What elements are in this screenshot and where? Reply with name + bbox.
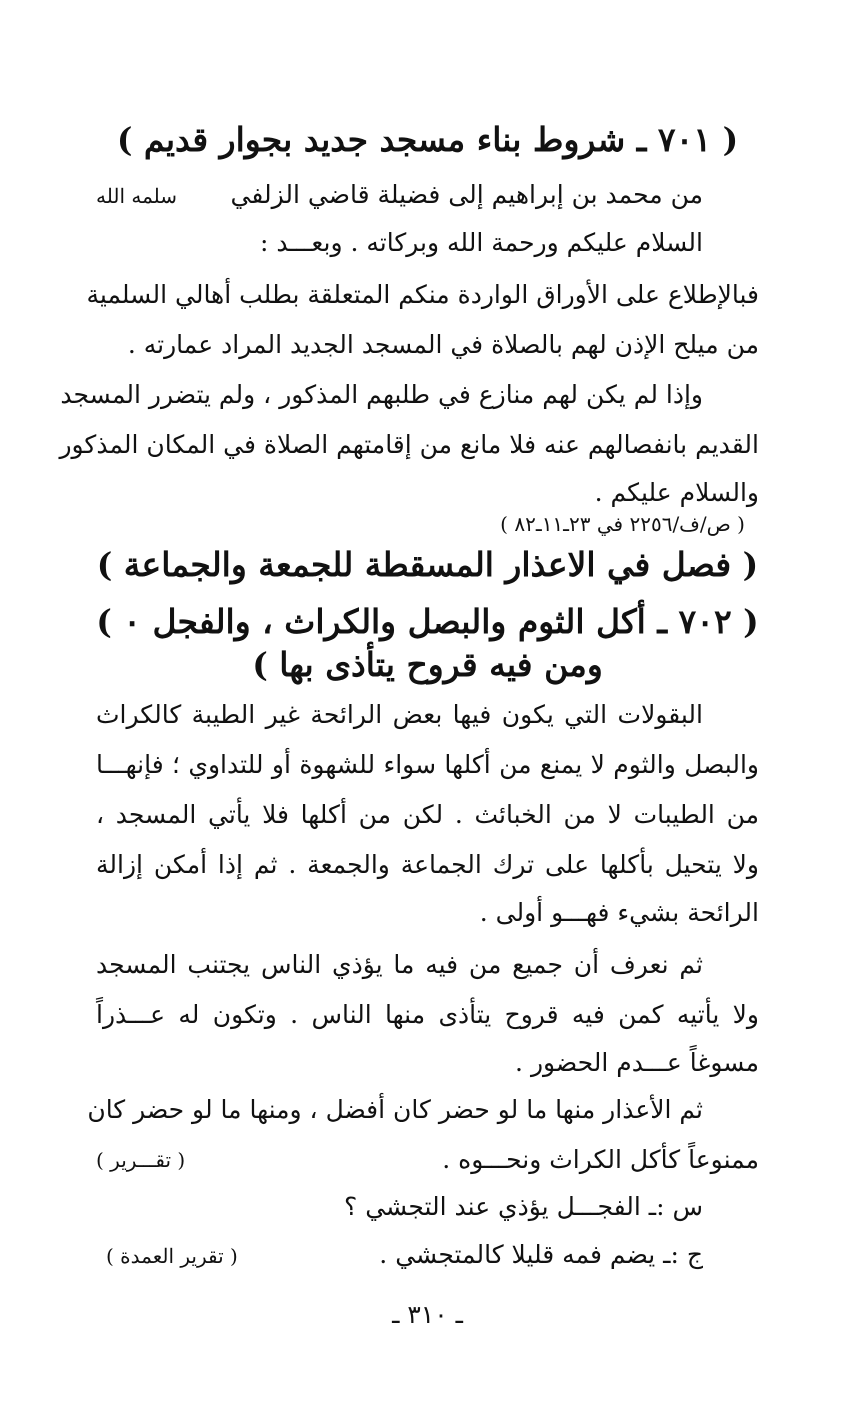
question-line: س :ـ الفجـــل يؤذي عند التجشي ؟ (343, 1192, 703, 1221)
para3-source: ( تقـــرير ) (96, 1148, 186, 1172)
letter-reference: ( ص/ف/٢٢٥٦ في ٢٣ـ١١ـ٨٢ ) (500, 512, 745, 536)
answer-line: ج :ـ يضم فمه قليلا كالمتجشي . (379, 1240, 703, 1269)
para1-line-1: البقولات التي يكون فيها بعض الرائحة غير الطيبة كالكراث (96, 700, 703, 729)
fatwa-702-heading-line-2: ومن فيه قروح يتأذى بها ) (252, 645, 603, 684)
para3-line-1: ثم الأعذار منها ما لو حضر كان أفضل ، ومنها ما لو حضر كان (87, 1095, 703, 1124)
letter-from-line: من محمد بن إبراهيم إلى فضيلة قاضي الزلفي (230, 180, 703, 209)
para1-line-5: الرائحة بشيء فهـــو أولى . (479, 898, 759, 927)
para2-line-1: ثم نعرف أن جميع من فيه ما يؤذي الناس يجتنب المسجد (96, 950, 703, 979)
para3-line-2: ممنوعاً كأكل الكراث ونحـــوه . (442, 1145, 759, 1174)
fatwa-701-heading: ( ٧٠١ ـ شروط بناء مسجد جديد بجوار قديم ) (116, 120, 739, 159)
letter-body-line-4: القديم بانفصالهم عنه فلا مانع من إقامتهم الصلاة في المكان المذكور (59, 430, 759, 459)
para1-line-4: ولا يتحيل بأكلها على ترك الجماعة والجمعة . ثم إذا أمكن إزالة (96, 850, 759, 879)
para2-line-2: ولا يأتيه كمن فيه قروح يتأذى منها الناس . وتكون له عـــذراً (96, 1000, 759, 1029)
letter-greeting: السلام عليكم ورحمة الله وبركاته . وبعـــد : (259, 228, 703, 257)
para2-line-3: مسوغاً عـــدم الحضور . (515, 1048, 759, 1077)
letter-body-line-5: والسلام عليكم . (594, 478, 759, 507)
letter-salutation: سلمه الله (96, 184, 178, 208)
para1-line-2: والبصل والثوم لا يمنع من أكلها سواء للشهوة أو للتداوي ؛ فإنهـــا (96, 750, 759, 779)
letter-body-line-2: من ميلح الإذن لهم بالصلاة في المسجد الجديد المراد عمارته . (127, 330, 759, 359)
page-number: ـ ٣١٠ ـ (392, 1300, 463, 1329)
letter-body-line-3: وإذا لم يكن لهم منازع في طلبهم المذكور ، ولم يتضرر المسجد (60, 380, 703, 409)
chapter-heading: ( فصل في الاعذار المسقطة للجمعة والجماعة ) (96, 545, 759, 584)
para1-line-3: من الطيبات لا من الخبائث . لكن من أكلها فلا يأتي المسجد ، (96, 800, 759, 829)
fatwa-702-heading-line-1: ( ٧٠٢ ـ أكل الثوم والبصل والكراث ، والفجل ٠ ) (96, 602, 759, 641)
answer-source: ( تقرير العمدة ) (106, 1244, 238, 1268)
letter-body-line-1: فبالإطلاع على الأوراق الواردة منكم المتعلقة بطلب أهالي السلمية (86, 280, 759, 309)
